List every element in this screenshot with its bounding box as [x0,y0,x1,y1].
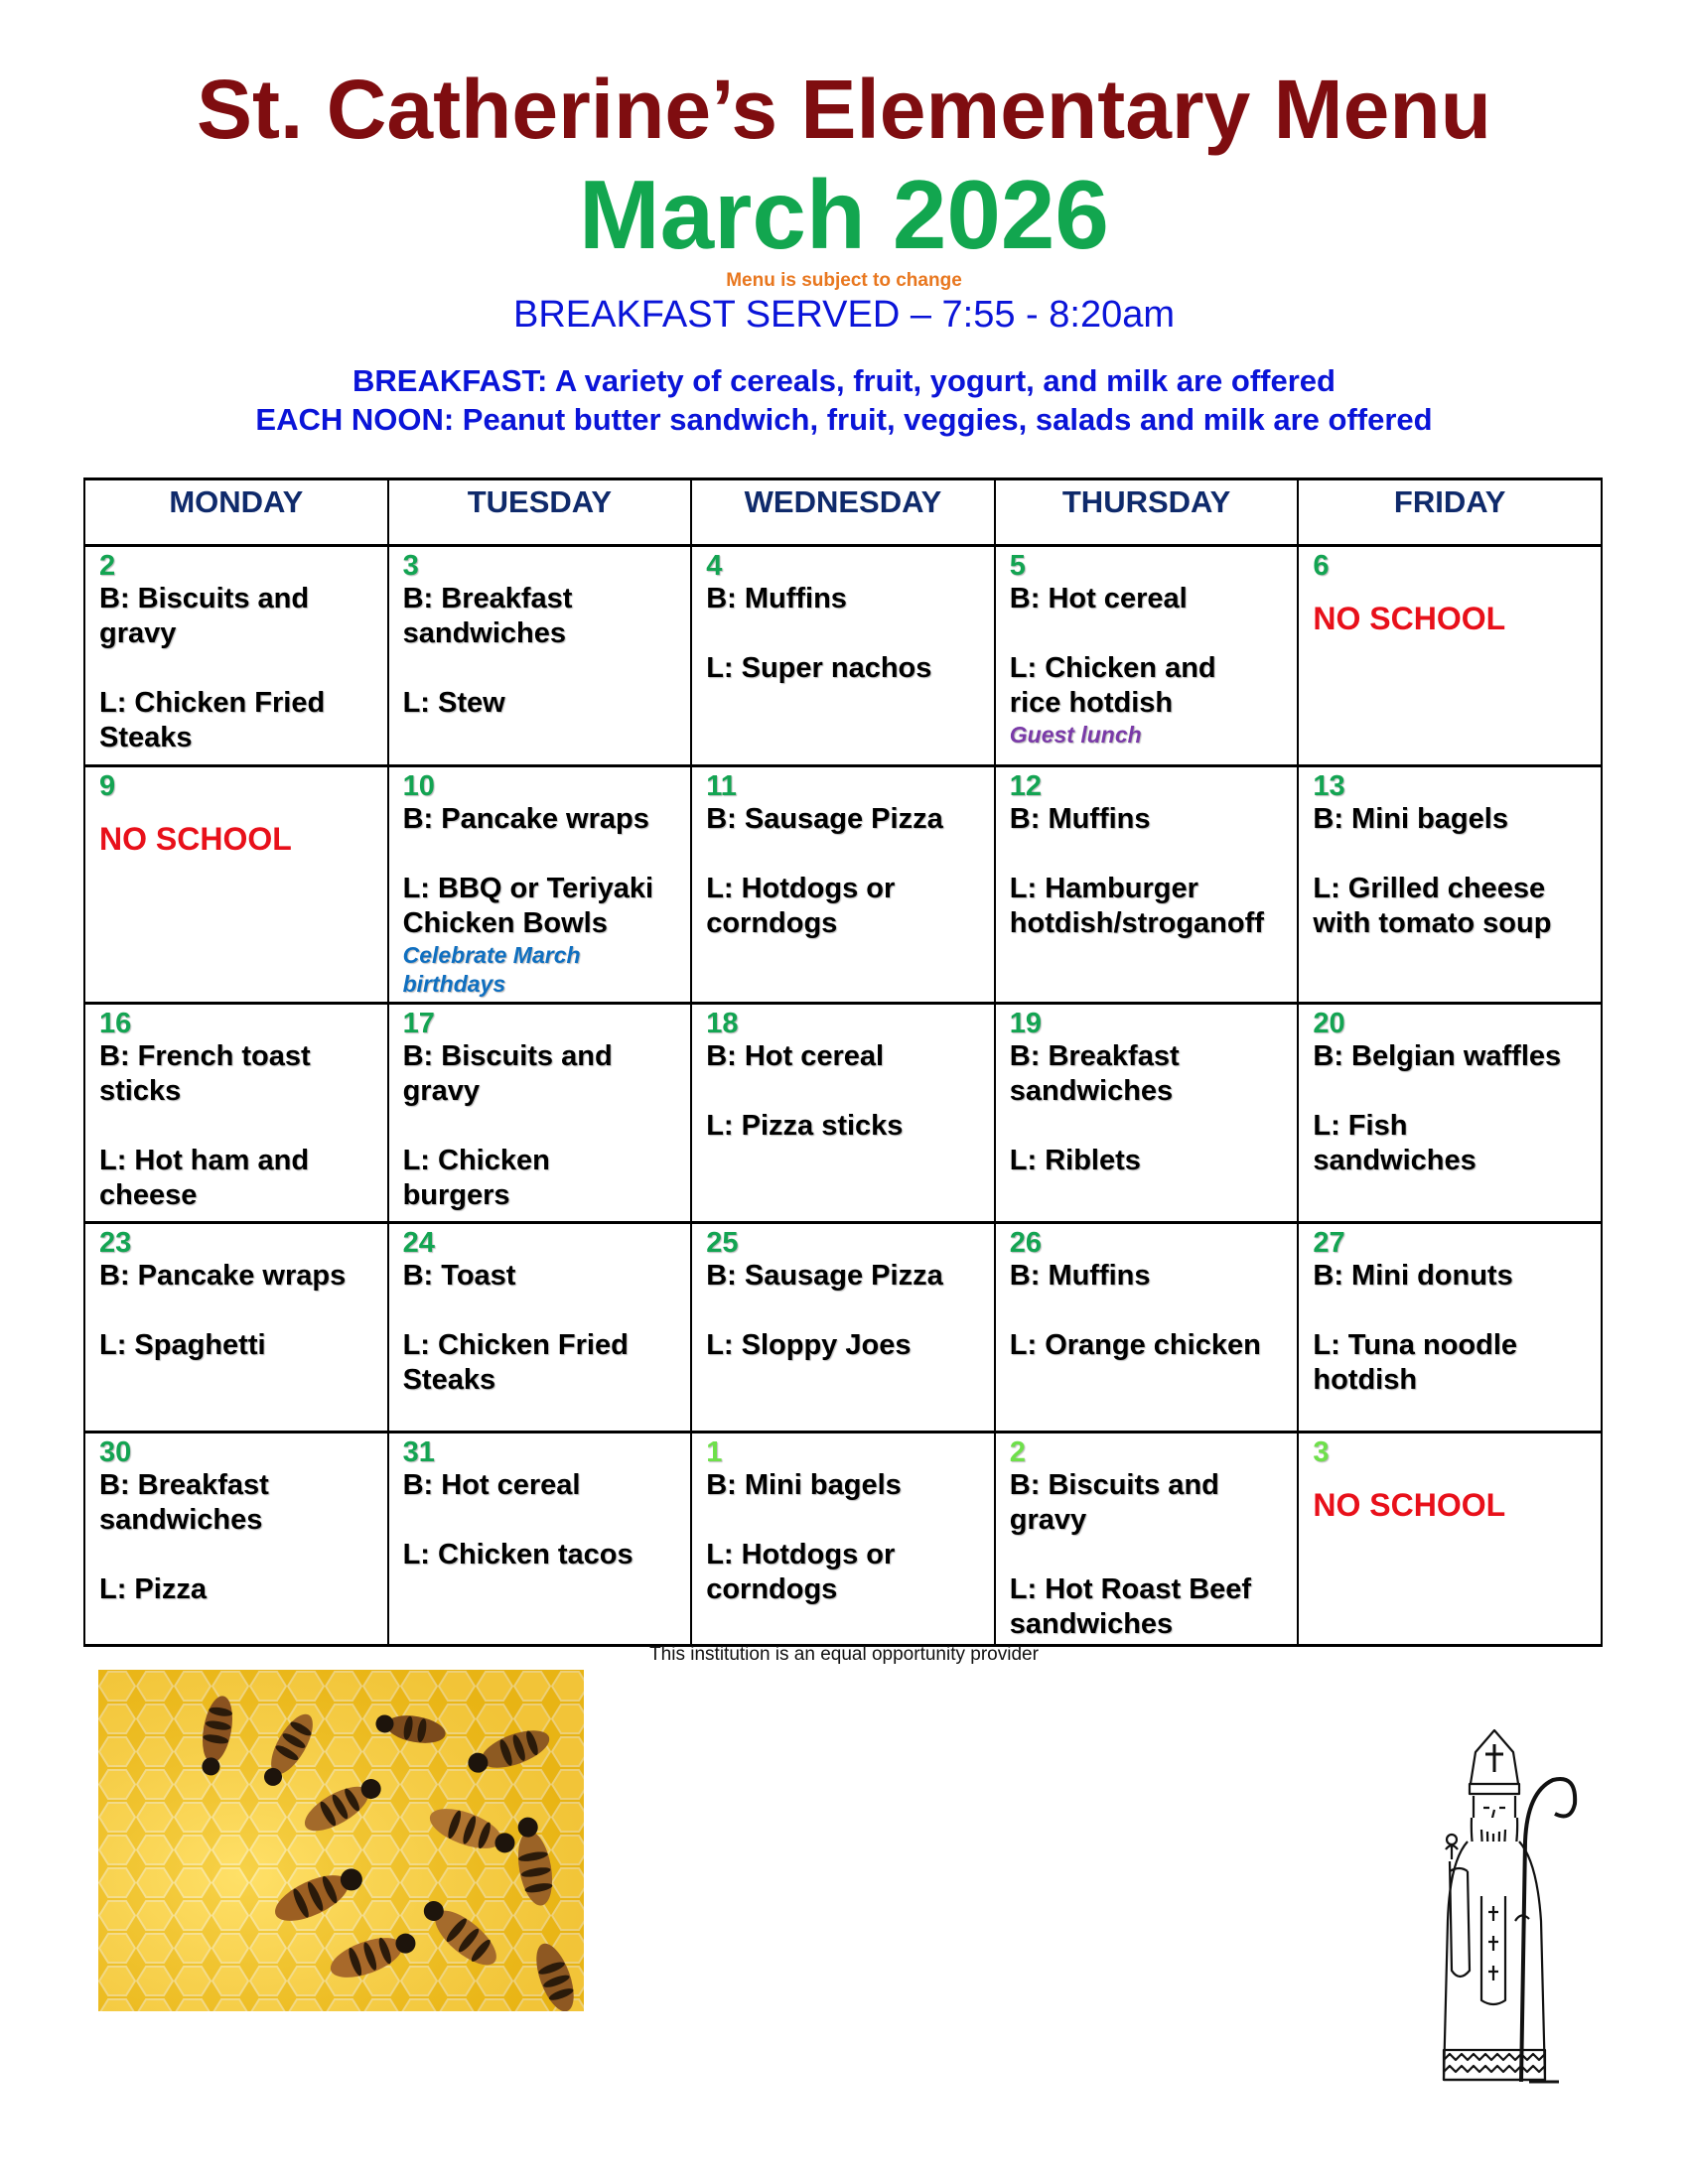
breakfast-served-time: BREAKFAST SERVED – 7:55 - 8:20am [512,294,1176,336]
bishop-saint-drawing [1430,1722,1584,2100]
breakfast-item: B: Breakfast [1009,1040,1180,1072]
day-cell [388,546,692,766]
week-row [84,1433,1602,1646]
day-cell [84,546,388,766]
date-number: 11 [706,770,737,802]
date-number: 26 [1009,1227,1043,1259]
breakfast-item: B: Biscuits and [1009,1469,1219,1501]
day-cell [84,766,388,1004]
birthday-note: Celebrate March [402,942,581,968]
breakfast-item-cont: sticks [99,1075,182,1107]
week-row [84,546,1602,766]
subject-to-change-note: Menu is subject to change [726,270,962,291]
breakfast-item: B: Biscuits and [402,1040,613,1072]
date-number: 20 [1313,1008,1345,1039]
lunch-item-cont: hotdish [1313,1364,1418,1396]
lunch-item: L: Stew [402,687,505,719]
date-number: 24 [402,1227,435,1259]
breakfast-item: B: Muffins [1009,1260,1151,1292]
breakfast-item: B: Belgian waffles [1313,1040,1562,1072]
lunch-item: L: Chicken Fried [99,687,326,719]
breakfast-item: B: Sausage Pizza [706,803,943,835]
date-number: 5 [1009,550,1026,582]
breakfast-item: B: Biscuits and [99,583,310,614]
breakfast-item: B: Toast [402,1260,516,1292]
day-header-thursday: THURSDAY [995,479,1299,546]
date-number: 6 [1313,550,1330,582]
date-number: 19 [1009,1008,1043,1039]
guest-lunch-note: Guest lunch [1009,722,1142,748]
breakfast-item-cont: sandwiches [1009,1075,1174,1107]
lunch-item: L: Sloppy Joes [706,1329,912,1361]
date-number: 13 [1313,770,1345,802]
date-number: 25 [706,1227,739,1259]
date-number: 18 [706,1008,739,1039]
lunch-item-cont: with tomato soup [1313,907,1552,939]
lunch-item-cont: corndogs [706,907,838,939]
bees-honeycomb-image [98,1670,584,2011]
lunch-item: L: Pizza [99,1573,207,1605]
day-cell [388,766,692,1004]
lunch-item-cont: Steaks [402,1364,496,1396]
lunch-item: L: Hamburger [1009,873,1198,904]
breakfast-item: B: Pancake wraps [402,803,649,835]
lunch-item-cont: Steaks [99,722,193,753]
date-number: 10 [402,770,435,802]
day-cell [691,1223,995,1433]
lunch-item-cont: sandwiches [1313,1145,1477,1176]
lunch-item: L: Chicken tacos [402,1539,633,1570]
menu-calendar [83,478,1603,1647]
lunch-item-cont: Chicken Bowls [402,907,608,939]
day-cell [1298,766,1602,1004]
day-header-monday: MONDAY [84,479,388,546]
breakfast-item: B: Breakfast [402,583,573,614]
day-cell [1298,546,1602,766]
lunch-item: L: Fish [1313,1110,1408,1142]
date-number: 4 [706,550,723,582]
breakfast-item: B: Hot cereal [1009,583,1188,614]
day-cell [995,1223,1299,1433]
day-cell [84,1433,388,1646]
date-number: 27 [1313,1227,1345,1259]
date-number: 23 [99,1227,132,1259]
day-cell [691,1433,995,1646]
day-cell [388,1004,692,1223]
breakfast-item: B: French toast [99,1040,311,1072]
lunch-item: L: Hot ham and [99,1145,310,1176]
lunch-item: L: Hotdogs or [706,873,896,904]
breakfast-item: B: Mini donuts [1313,1260,1513,1292]
day-cell [995,546,1299,766]
lunch-item-cont: corndogs [706,1573,838,1605]
lunch-item-cont: cheese [99,1179,198,1211]
lunch-item: L: Pizza sticks [706,1110,904,1142]
breakfast-item: B: Muffins [706,583,847,614]
day-cell [691,546,995,766]
breakfast-item: B: Sausage Pizza [706,1260,943,1292]
day-cell [1298,1223,1602,1433]
date-number-next-month: 1 [706,1436,723,1468]
breakfast-item-cont: gravy [402,1075,480,1107]
page-title: St. Catherine’s Elementary Menu [197,63,1491,156]
lunch-item: L: Chicken Fried [402,1329,629,1361]
date-number: 3 [402,550,419,582]
lunch-item: L: Riblets [1009,1145,1141,1176]
lunch-item: L: Grilled cheese [1313,873,1546,904]
day-cell [84,1223,388,1433]
lunch-item: L: Tuna noodle [1313,1329,1518,1361]
breakfast-item-cont: sandwiches [402,617,566,649]
day-cell [691,766,995,1004]
day-header-friday: FRIDAY [1298,479,1602,546]
day-cell [388,1433,692,1646]
lunch-item: L: Hot Roast Beef [1009,1573,1252,1605]
lunch-item: L: Orange chicken [1009,1329,1261,1361]
breakfast-item: B: Pancake wraps [99,1260,347,1292]
breakfast-item: B: Hot cereal [402,1469,581,1501]
birthday-note-cont: birthdays [402,971,506,997]
day-header-row [84,479,1602,546]
breakfast-item-cont: gravy [99,617,177,649]
equal-opportunity-statement: This institution is an equal opportunity provider [649,1644,1039,1665]
date-number: 17 [402,1008,435,1039]
no-school-label: NO SCHOOL [1313,1487,1506,1523]
day-header-tuesday: TUESDAY [388,479,692,546]
no-school-label: NO SCHOOL [99,821,292,857]
date-number-next-month: 2 [1009,1436,1026,1468]
date-number-next-month: 3 [1313,1436,1330,1468]
lunch-item-cont: rice hotdish [1009,687,1174,719]
day-cell [995,766,1299,1004]
noon-info: EACH NOON: Peanut butter sandwich, fruit, veggies, salads and milk are offered [255,402,1433,437]
day-cell [84,1004,388,1223]
day-cell [1298,1004,1602,1223]
date-number: 31 [402,1436,435,1468]
date-number: 9 [99,770,116,802]
breakfast-item: B: Breakfast [99,1469,269,1501]
day-cell [691,1004,995,1223]
lunch-item-cont: burgers [402,1179,510,1211]
breakfast-info: BREAKFAST: A variety of cereals, fruit, yogurt, and milk are offered [352,363,1336,398]
no-school-label: NO SCHOOL [1313,601,1506,636]
day-header-wednesday: WEDNESDAY [691,479,995,546]
month-title: March 2026 [579,160,1109,269]
day-cell [995,1433,1299,1646]
week-row [84,1223,1602,1433]
lunch-item: L: BBQ or Teriyaki [402,873,654,904]
lunch-item: L: Spaghetti [99,1329,266,1361]
date-number: 30 [99,1436,132,1468]
date-number: 2 [99,550,116,582]
week-row [84,766,1602,1004]
week-row [84,1004,1602,1223]
breakfast-item-cont: gravy [1009,1504,1087,1536]
day-cell [1298,1433,1602,1646]
day-cell [995,1004,1299,1223]
lunch-item-cont: sandwiches [1009,1608,1174,1640]
day-cell [388,1223,692,1433]
lunch-item: L: Super nachos [706,652,932,684]
lunch-item: L: Hotdogs or [706,1539,896,1570]
breakfast-item-cont: sandwiches [99,1504,263,1536]
breakfast-item: B: Muffins [1009,803,1151,835]
lunch-item-cont: hotdish/stroganoff [1009,907,1264,939]
breakfast-item: B: Mini bagels [1313,803,1508,835]
date-number: 12 [1009,770,1043,802]
breakfast-item: B: Mini bagels [706,1469,902,1501]
date-number: 16 [99,1008,132,1039]
breakfast-item: B: Hot cereal [706,1040,885,1072]
lunch-item: L: Chicken and [1009,652,1216,684]
lunch-item: L: Chicken [402,1145,550,1176]
